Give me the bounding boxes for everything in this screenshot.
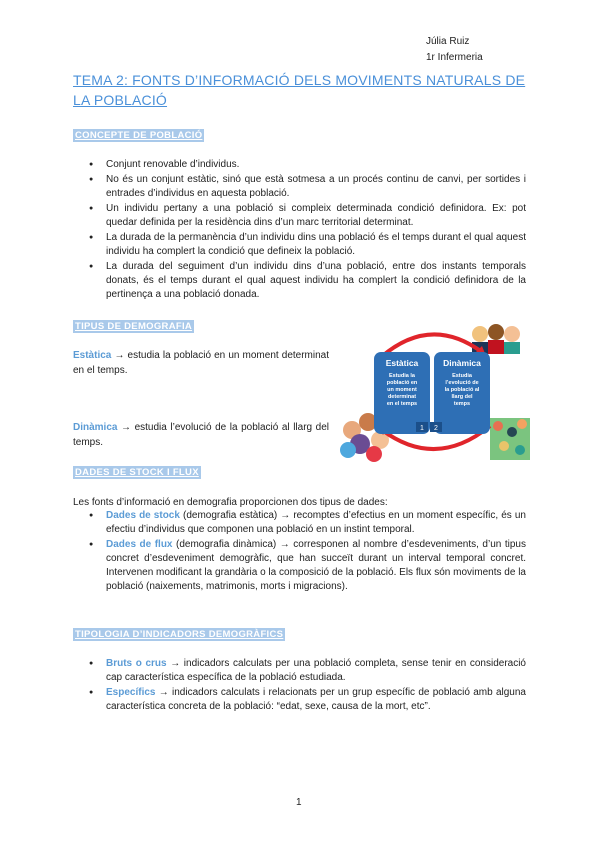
- list-item: ● La durada de la permanència d’un individu dins una població és el temps durant el qual aquest individu ha complert la condició que defineix la població.: [86, 231, 526, 259]
- diagram-number-1: 1: [420, 425, 424, 432]
- dades-flux-text: (demografia dinàmica) → corresponen al nombre d’esdeveniments, d’un tipus concret d’esdeveniment demogràfic, que han succeït durant un interval temporal concret. Intervenen modificant la grandària o la composició de la població. Els flux són moviments de la població (naixements, matrimonis, morts i migracions).: [106, 539, 526, 592]
- section-heading-tipus: TIPUS DE DEMOGRAFIA: [75, 321, 193, 332]
- estatica-box-title: Estàtica: [385, 358, 419, 368]
- list-item: ● Un individu pertany a una població si compleix determinada condició definidora. Ex: pot quedar definida per la residència dins d’un marc territorial determinat.: [86, 202, 526, 230]
- estatica-box-line: un moment: [387, 387, 417, 393]
- list-item: ● La durada del seguiment d’un individu dins d’una població, entre dos instants temporals donats, és el temps durant el qual aquest individu ha complert la condició definidora de la pertinença a una població donada.: [86, 260, 526, 302]
- dinamica-box-line: llarg del: [451, 394, 473, 400]
- bruts-term: Bruts o crus: [106, 658, 167, 669]
- crowd-world-illustration: [490, 418, 530, 460]
- diagram-number-2: 2: [434, 425, 438, 432]
- list-item: ● No és un conjunt estàtic, sinó que està sotmesa a un procés continu de canvi, per sortides i entrades d’individus en aquesta població.: [86, 173, 526, 201]
- bruts-text: → indicadors calculats per una població completa, sense tenir en consideració cap característica específica de la població estudiada.: [106, 658, 526, 683]
- dinamica-box-line: Estudia: [452, 373, 472, 379]
- tipologia-list: [86, 657, 526, 715]
- dinamica-paragraph: [73, 420, 329, 450]
- dinamica-box-line: la població al: [444, 387, 480, 393]
- dades-flux-term: Dades de flux: [106, 539, 173, 550]
- list-item: [86, 538, 526, 594]
- page-title: TEMA 2: FONTS D’INFORMACIÓ DELS MOVIMENTS NATURALS DE LA POBLACIÓ: [73, 72, 526, 108]
- estatica-box-line: en el temps: [386, 401, 418, 407]
- list-item: ● Conjunt renovable d’individus.: [86, 158, 526, 172]
- concepte-list: [86, 158, 526, 303]
- dinamica-box-line: l’evolució de: [445, 380, 479, 386]
- estatica-term: Estàtica: [73, 350, 112, 361]
- list-item: [86, 509, 526, 537]
- dinamica-text: → estudia l’evolució de la població al llarg del temps.: [73, 422, 329, 448]
- list-item: [86, 657, 526, 685]
- author-name: Júlia Ruiz: [426, 36, 470, 47]
- dades-stock-text: (demografia estàtica) → recomptes d’efectius en un moment específic, és un efectiu d’individus que componen una població en un instint temporal.: [106, 510, 526, 535]
- section-heading-dades: DADES DE STOCK I FLUX: [75, 467, 199, 478]
- page-number: 1: [296, 797, 302, 808]
- section-heading-tipologia: TIPOLOGIA D’INDICADORS DEMOGRÀFICS: [75, 629, 284, 640]
- estatica-paragraph: [73, 348, 329, 378]
- dades-stock-term: Dades de stock: [106, 510, 180, 521]
- especifics-term: Específics: [106, 687, 156, 698]
- dinamica-term: Dinàmica: [73, 422, 118, 433]
- author-block: [426, 34, 483, 66]
- dinamica-box-title: Dinàmica: [443, 358, 481, 368]
- estatica-box-line: població en: [386, 380, 418, 386]
- dades-intro: Les fonts d’informació en demografia proporcionen dos tipus de dades:: [73, 497, 388, 508]
- author-course: 1r Infermeria: [426, 52, 483, 63]
- dades-list: [86, 509, 526, 595]
- dinamica-box-line: temps: [453, 401, 471, 407]
- list-item: [86, 686, 526, 714]
- estatica-box-line: Estudia la: [389, 373, 415, 379]
- section-heading-concepte: CONCEPTE DE POBLACIÓ: [75, 130, 203, 141]
- estatica-text: → estudia la població en un moment determinat en el temps.: [73, 350, 329, 376]
- especifics-text: → indicadors calculats i relacionats per un grup específic de població amb alguna característica concreta de la població: “edat, sexe, causa de la mort, etc”.: [106, 687, 526, 712]
- demography-diagram: [340, 322, 530, 462]
- estatica-box-line: determinat: [387, 394, 417, 400]
